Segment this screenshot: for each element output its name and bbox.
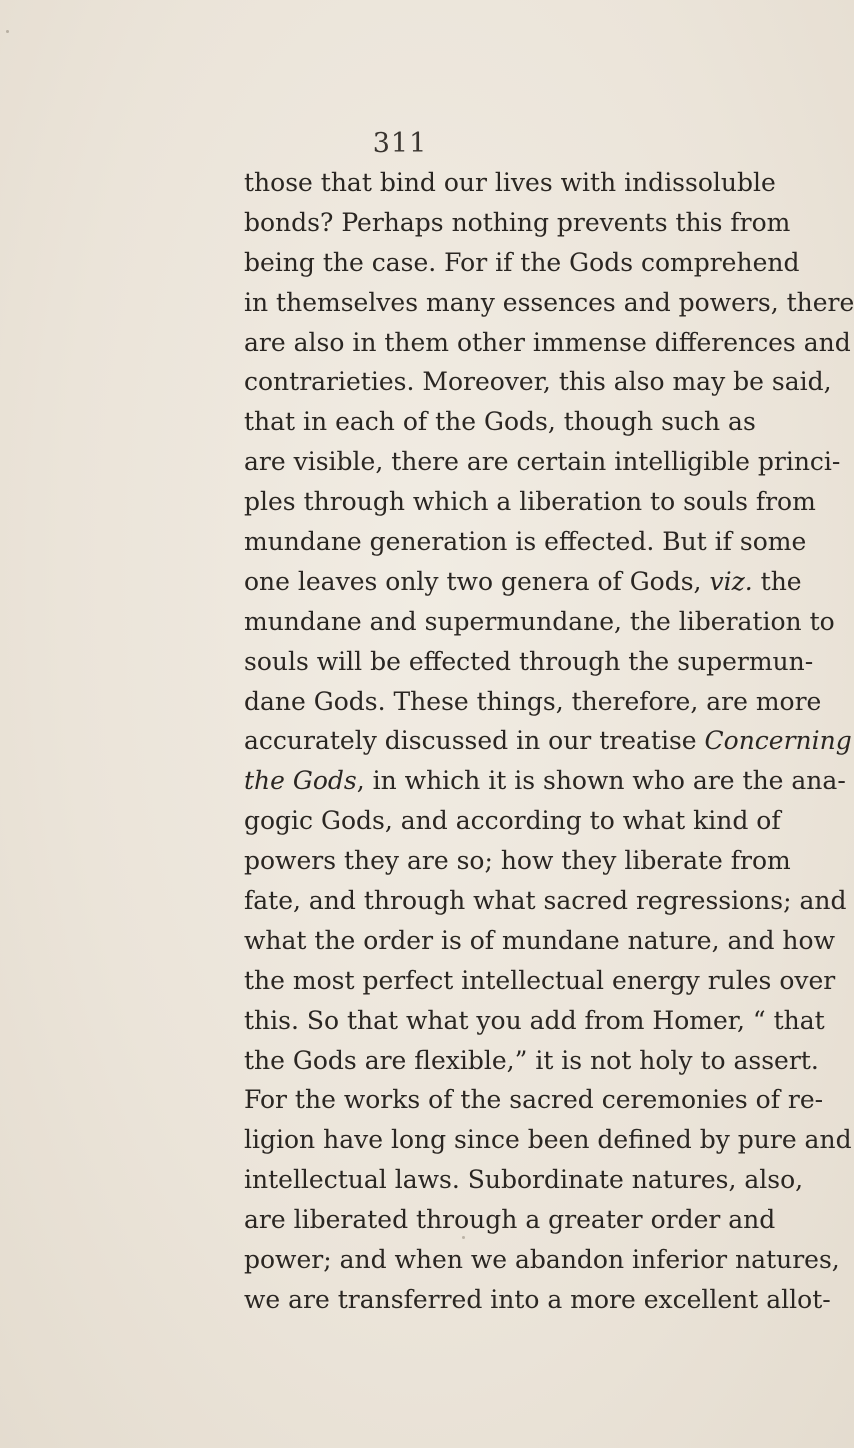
text-line	[244, 761, 846, 801]
text-line: what the order is of mundane nature, and how	[244, 925, 835, 955]
text-line: bonds? Perhaps nothing prevents this from	[244, 207, 791, 237]
text-line: souls will be effected through the supermun-	[244, 646, 814, 676]
text-segment: the	[752, 566, 802, 596]
text-line: are visible, there are certain intelligible princi-	[244, 447, 841, 477]
text-line: ligion have long since been defined by pure and	[244, 1125, 852, 1155]
text-line: fate, and through what sacred regressions; and	[244, 886, 847, 916]
text-line: ples through which a liberation to souls from	[244, 487, 816, 517]
body-text	[244, 163, 854, 1320]
text-line: are liberated through a greater order and	[244, 1205, 776, 1235]
text-line: dane Gods. These things, therefore, are more	[244, 686, 822, 716]
italic-text: the Gods	[244, 766, 357, 796]
text-line	[244, 562, 802, 602]
text-line: gogic Gods, and according to what kind of	[244, 806, 781, 836]
text-line: power; and when we abandon inferior natures,	[244, 1245, 840, 1275]
text-line	[244, 721, 852, 761]
text-line: are also in them other immense differences and	[244, 327, 851, 357]
paper-speck	[462, 1236, 465, 1239]
italic-text: Concerning	[704, 726, 852, 756]
text-line: being the case. For if the Gods comprehend	[244, 247, 800, 277]
text-line: mundane and supermundane, the liberation to	[244, 606, 835, 636]
paper-speck	[6, 30, 9, 33]
text-segment: accurately discussed in our treatise	[244, 726, 705, 756]
text-segment: one leaves only two genera of Gods,	[244, 566, 710, 596]
text-line: mundane generation is effected. But if some	[244, 527, 807, 557]
text-line: this. So that what you add from Homer, “ that	[244, 1005, 825, 1035]
text-line: intellectual laws. Subordinate natures, also,	[244, 1165, 804, 1195]
text-line: we are transferred into a more excellent allot-	[244, 1284, 831, 1314]
text-line: powers they are so; how they liberate from	[244, 846, 791, 876]
text-line: in themselves many essences and powers, there	[244, 287, 854, 317]
text-segment: , in which it is shown who are the ana-	[356, 766, 846, 796]
text-line: the most perfect intellectual energy rules over	[244, 965, 836, 995]
text-line: those that bind our lives with indissoluble	[244, 168, 776, 197]
text-line: the Gods are flexible,” it is not holy to assert.	[244, 1045, 819, 1075]
text-line: that in each of the Gods, though such as	[244, 407, 756, 437]
text-line: contrarieties. Moreover, this also may be said,	[244, 367, 832, 397]
page-number: 311	[372, 128, 428, 159]
text-line: For the works of the sacred ceremonies of re-	[244, 1085, 824, 1115]
italic-text: viz.	[709, 566, 753, 596]
